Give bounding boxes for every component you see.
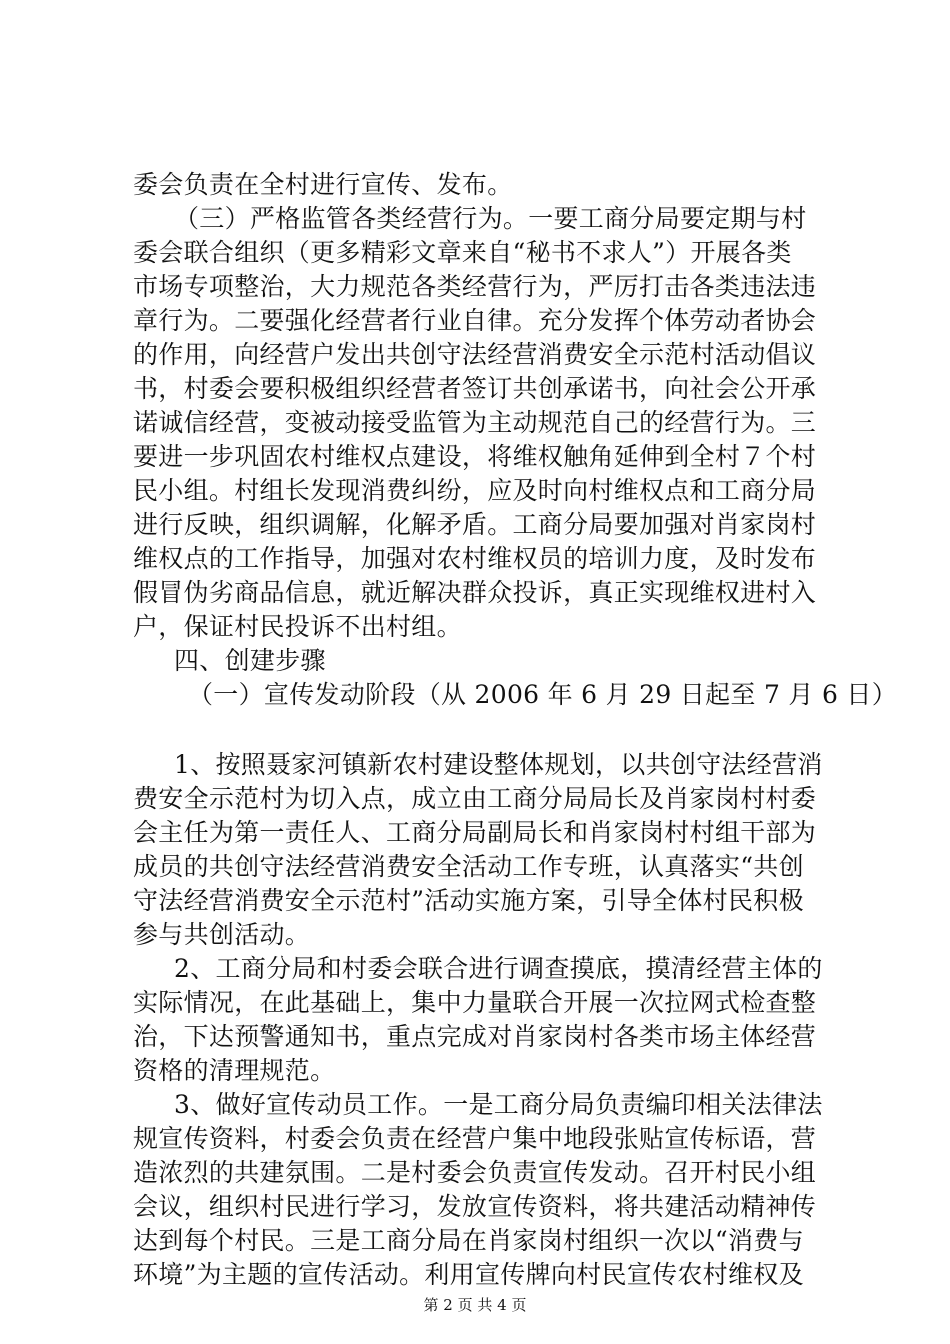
text-line: 书，村委会要积极组织经营者签订共创承诺书，向社会公开承 xyxy=(133,374,817,403)
text-line: 成员的共创守法经营消费安全活动工作专班，认真落实“共创 xyxy=(133,852,804,881)
text-line: 达到每个村民。三是工商分局在肖家岗村组织一次以“消费与 xyxy=(133,1226,804,1255)
text-line: 资格的清理规范。 xyxy=(133,1056,336,1085)
text-line: 费安全示范村为切入点，成立由工商分局局长及肖家岗村村委 xyxy=(133,784,817,813)
text-line: 户，保证村民投诉不出村组。 xyxy=(133,612,462,641)
paragraph-start: 3、做好宣传动员工作。一是工商分局负责编印相关法律法 xyxy=(174,1090,823,1119)
text-line: 实际情况，在此基础上，集中力量联合开展一次拉网式检查整 xyxy=(133,988,817,1017)
text-line: 规宣传资料，村委会负责在经营户集中地段张贴宣传标语，营 xyxy=(133,1124,817,1153)
page-number-footer: 第 2 页 共 4 页 xyxy=(423,1296,527,1314)
text-line: 进行反映，组织调解，化解矛盾。工商分局要加强对肖家岗村 xyxy=(133,510,817,539)
text-line: 治，下达预警通知书，重点完成对肖家岗村各类市场主体经营 xyxy=(133,1022,817,1051)
text-line: 守法经营消费安全示范村”活动实施方案，引导全体村民积极 xyxy=(133,886,804,915)
section-heading: 四、创建步骤 xyxy=(174,646,326,675)
text-line: 市场专项整治，大力规范各类经营行为，严厉打击各类违法违 xyxy=(133,272,817,301)
paragraph-start: 2、工商分局和村委会联合进行调查摸底，摸清经营主体的 xyxy=(174,954,823,983)
text-line: 维权点的工作指导，加强对农村维权员的培训力度，及时发布 xyxy=(133,544,817,573)
text-line: 的作用，向经营户发出共创守法经营消费安全示范村活动倡议 xyxy=(133,340,817,369)
text-line: 要进一步巩固农村维权点建设，将维权触角延伸到全村７个村 xyxy=(133,442,817,471)
text-line: 委会联合组织（更多精彩文章来自“秘书不求人”）开展各类 xyxy=(133,238,792,267)
text-line: 诺诚信经营，变被动接受监管为主动规范自己的经营行为。三 xyxy=(133,408,817,437)
text-line: 参与共创活动。 xyxy=(133,920,311,949)
text-line: 环境”为主题的宣传活动。利用宣传牌向村民宣传农村维权及 xyxy=(133,1260,804,1289)
paragraph-start: 1、按照聂家河镇新农村建设整体规划，以共创守法经营消 xyxy=(174,750,823,779)
text-line: 造浓烈的共建氛围。二是村委会负责宣传发动。召开村民小组 xyxy=(133,1158,817,1187)
text-line: 章行为。二要强化经营者行业自律。充分发挥个体劳动者协会 xyxy=(133,306,817,335)
text-line: 会议，组织村民进行学习，发放宣传资料，将共建活动精神传 xyxy=(133,1192,817,1221)
text-line: 民小组。村组长发现消费纠纷，应及时向村维权点和工商分局 xyxy=(133,476,817,505)
section-heading: （三）严格监管各类经营行为。一要工商分局要定期与村 xyxy=(174,204,807,233)
subsection-heading: （一）宣传发动阶段（从 2006 年 6 月 29 日起至 7 月 6 日） xyxy=(188,680,898,709)
text-line: 委会负责在全村进行宣传、发布。 xyxy=(133,170,513,199)
text-line: 假冒伪劣商品信息，就近解决群众投诉，真正实现维权进村入 xyxy=(133,578,817,607)
text-line: 会主任为第一责任人、工商分局副局长和肖家岗村村组干部为 xyxy=(133,818,817,847)
